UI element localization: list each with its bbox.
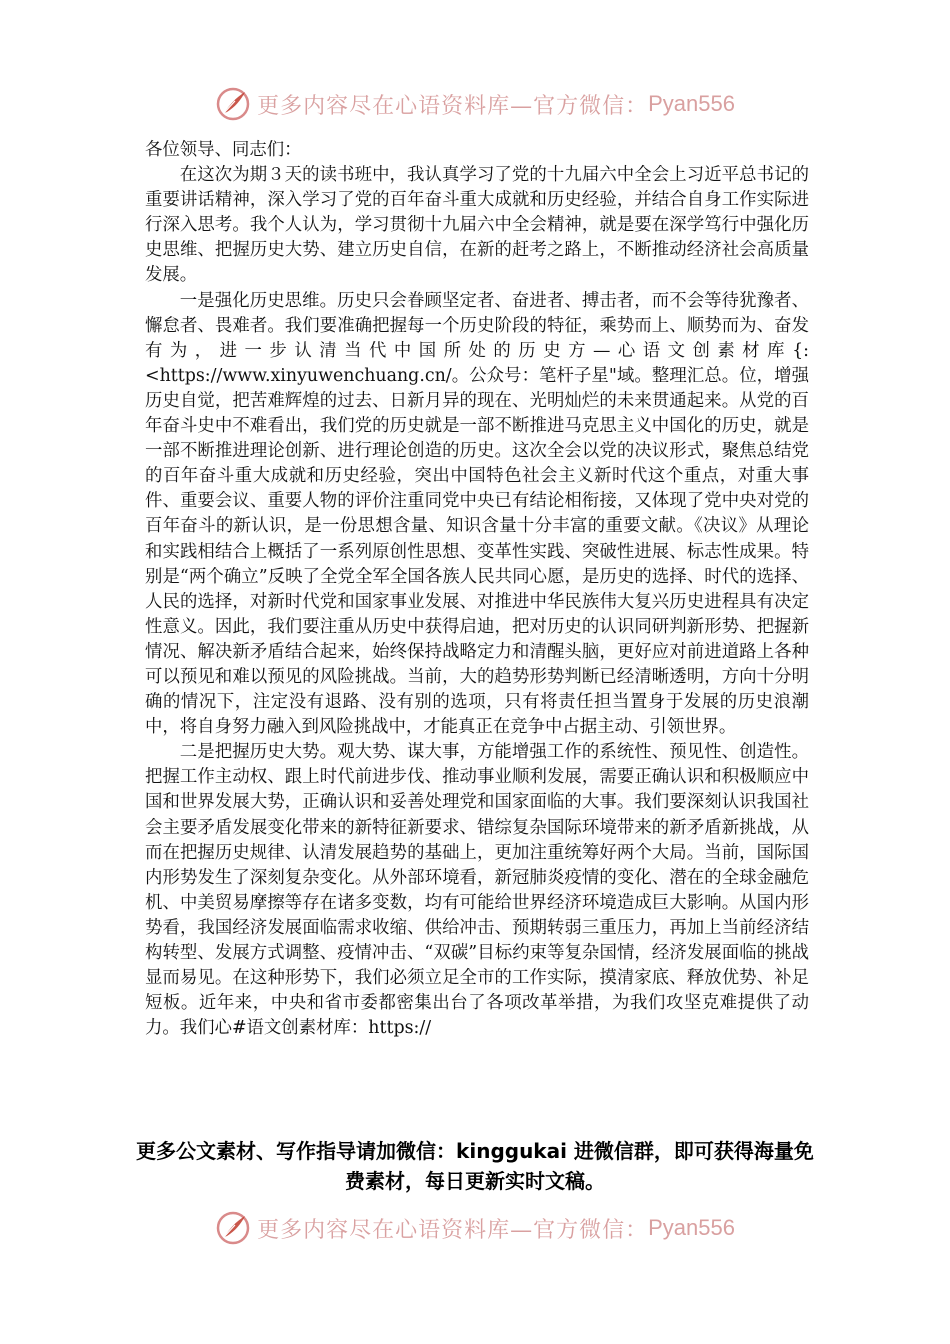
banner-text: 更多内容尽在心语资料库—官方微信： [257,1217,649,1243]
wechat-promo-note: 更多公文素材、写作指导请加微信：kinggukai 进微信群，即可获得海量免费素材，每日更新实时文稿。 [136,1139,814,1193]
paragraph-history-trend: 二是把握历史大势。观大势、谋大事，方能增强工作的系统性、预见性、创造性。把握工作主动权、跟上时代前进步伐、推动事业顺利发展，需要正确认识和积极顺应中国和世界发展大势，正确认识和妥善处理党和国家面临的大事。我们要深刻认识我国社会主要矛盾发展变化带来的新特征新要求、错综复杂国际环境带来的新矛盾新挑战，从而在把握历史规律、认清发展趋势的基础上，更加注重统筹好两个大局。当前，国际国内形势发生了深刻复杂变化。从外部环境看，新冠肺炎疫情的变化、潜在的全球金融危机、中美贸易摩擦等存在诸多变数，均有可能给世界经济环境造成巨大影响。从国内形势看，我国经济发展面临需求收缩、供给冲击、预期转弱三重压力，再加上当前经济结构转型、发展方式调整、疫情冲击、“双碳”目标约束等复杂国情，经济发展面临的挑战显而易见。在这种形势下，我们必须立足全市的工作实际，摸清家底、释放优势、补足短板。近年来，中央和省市委都密集出台了各项改革举措，为我们攻坚克难提供了动力。我们心#语文创素材库：https:// [145,742,809,1039]
banner-wechat-id: Pyan556 [648,91,735,116]
footer-watermark-banner [0,1206,950,1250]
paragraph-intro: 在这次为期３天的读书班中，我认真学习了党的十九届六中全会上习近平总书记的重要讲话精神，深入学习了党的百年奋斗重大成就和历史经验，并结合自身工作实际进行深入思考。我个人认为，学习贯彻十九届六中全会精神，就是要在深学笃行中强化历史思维、把握历史大势、建立历史自信，在新的赶考之路上，不断推动经济社会高质量发展。 [145,165,809,286]
salutation: 各位领导、同志们： [145,140,302,160]
feather-pen-icon [215,1210,251,1246]
header-watermark-banner [0,82,950,126]
speech-body [145,138,809,1041]
paragraph-history-thinking: 一是强化历史思维。历史只会眷顾坚定者、奋进者、搏击者，而不会等待犹豫者、懈怠者、畏难者。我们要准确把握每一个历史阶段的特征，乘势而上、顺势而为、奋发有为，进一步认清当代中国所处的历史方—心语文创素材库{:<https://www.xinyuwenchuang.cn/。公众号：笔杆子星"域。整理汇总。位，增强历史自觉，把苦难辉煌的过去、日新月异的现在、光明灿烂的未来贯通起来。从党的百年奋斗史中不难看出，我们党的历史就是一部不断推进马克思主义中国化的历史，就是一部不断推进理论创新、进行理论创造的历史。这次全会以党的决议形式，聚焦总结党的百年奋斗重大成就和历史经验，突出中国特色社会主义新时代这个重点，对重大事件、重要会议、重要人物的评价注重同党中央已有结论相衔接，又体现了党中央对党的百年奋斗的新认识，是一份思想含量、知识含量十分丰富的重要文献。《决议》从理论和实践相结合上概括了一系列原创性思想、变革性实践、突破性进展、标志性成果。特别是“两个确立”反映了全党全军全国各族人民共同心愿，是历史的选择、时代的选择、人民的选择，对新时代党和国家事业发展、对推进中华民族伟大复兴历史进程具有决定性意义。因此，我们要注重从历史中获得启迪，把对历史的认识同研判新形势、把握新情况、解决新矛盾结合起来，始终保持战略定力和清醒头脑，更好应对前进道路上各种可以预见和难以预见的风险挑战。当前，大的趋势形势判断已经清晰透明，方向十分明确的情况下，注定没有退路、没有别的选项，只有将责任担当置身于发展的历史浪潮中，将自身努力融入到风险挑战中，才能真正在竞争中占据主动、引领世界。 [145,290,809,738]
banner-wechat-id: Pyan556 [648,1215,735,1240]
feather-pen-icon [215,86,251,122]
banner-text: 更多内容尽在心语资料库—官方微信： [257,93,649,119]
